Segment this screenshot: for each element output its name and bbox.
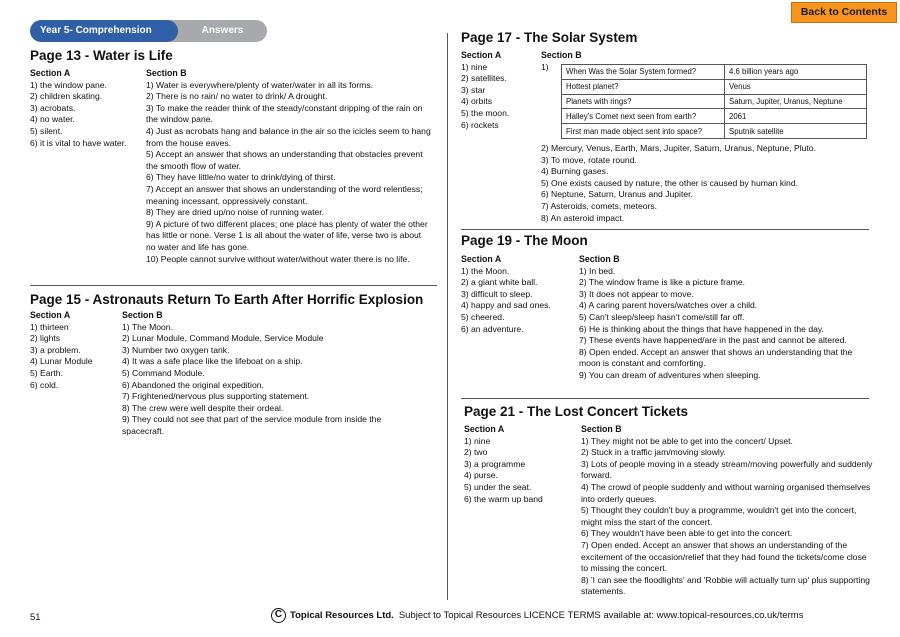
section-a-list xyxy=(30,322,122,392)
answer-item: 1) In bed. xyxy=(579,265,616,276)
section-b-heading: Section B xyxy=(581,424,622,434)
answer-item: 3) To move, rotate round. xyxy=(541,154,637,165)
answer-item: 1) the window pane. xyxy=(30,79,107,90)
answer-item: 7) These events have happened/are in the past and cannot be altered. xyxy=(579,335,847,346)
table-question-cell: Halley's Comet next seen from earth? xyxy=(562,109,725,124)
section-b-list xyxy=(579,266,871,382)
copyright-icon: C xyxy=(271,608,286,623)
table-question-cell: Planets with rings? xyxy=(562,94,725,109)
answer-item: 6) Neptune, Saturn, Uranus and Jupiter. xyxy=(541,189,693,200)
section-a-list xyxy=(30,80,146,150)
table-row xyxy=(562,94,867,109)
section-rule xyxy=(30,285,437,286)
tab-comprehension[interactable]: Year 5- Comprehension xyxy=(30,20,178,42)
answer-item: 4) purse. xyxy=(464,470,498,481)
answer-item: 5) the moon. xyxy=(461,107,510,118)
page17-title: Page 17 - The Solar System xyxy=(461,30,638,45)
answer-item: 3) It does not appear to move. xyxy=(579,288,694,299)
section-b-list xyxy=(146,80,433,266)
answer-item: 4) The crowd of people suddenly and without warning organised themselves into orderly queues. xyxy=(581,481,871,504)
table-row xyxy=(562,65,867,80)
section-a-heading: Section A xyxy=(30,68,71,78)
page21-title-block xyxy=(464,404,688,420)
answer-item: 7) Open ended. Accept an answer that shows an understanding of the excitement of the occasion/relief that they had found the tickets/come close to missing the concert. xyxy=(581,539,867,574)
answer-item: 9) You can dream of adventures when sleeping. xyxy=(579,369,761,380)
section-b-list xyxy=(541,143,871,224)
table-answer-cell: 4.6 billion years ago xyxy=(725,65,867,80)
answer-item: 8) An asteroid impact. xyxy=(541,212,625,223)
table-row xyxy=(562,79,867,94)
page21-section-a xyxy=(464,424,581,505)
page-number: 51 xyxy=(30,612,41,623)
column-divider xyxy=(447,33,448,600)
answer-item: 6) an adventure. xyxy=(461,323,524,334)
answer-item: 1) the Moon. xyxy=(461,265,510,276)
tab-answers[interactable]: Answers xyxy=(201,25,244,36)
answer-item: 10) People cannot survive without water/without water there is no life. xyxy=(146,253,410,264)
page15-section-a xyxy=(30,310,122,391)
answer-item: 5) Earth. xyxy=(30,367,63,378)
section-b-list xyxy=(122,322,422,438)
answer-item: 1) The Moon. xyxy=(122,321,173,332)
answer-item: 8) They are dried up/no noise of running water. xyxy=(146,207,325,218)
solar-system-table xyxy=(561,64,867,139)
answer-item: 4) Lunar Module xyxy=(30,356,93,367)
page13-title-block xyxy=(30,48,173,64)
table-question-cell: First man made object sent into space? xyxy=(562,124,725,139)
answer-item: 3) difficult to sleep. xyxy=(461,288,533,299)
section-a-heading: Section A xyxy=(30,310,71,320)
answer-item: 5) under the seat. xyxy=(464,481,532,492)
answer-item: 9) They could not see that part of the service module from inside the spacecraft. xyxy=(122,414,382,436)
answer-item: 1) thirteen xyxy=(30,321,69,332)
table-question-cell: When Was the Solar System formed? xyxy=(562,65,725,80)
page13-section-b xyxy=(146,68,433,265)
page21-title: Page 21 - The Lost Concert Tickets xyxy=(464,404,689,419)
answer-item: 8) 'I can see the floodlights' and 'Robbie will actually turn up' plus supporting statements. xyxy=(581,574,870,597)
answer-item: 6) They wouldn't have been able to get into the concert. xyxy=(581,528,793,539)
section-b-heading: Section B xyxy=(579,254,620,264)
answer-item: 4) orbits xyxy=(461,96,493,107)
page17-section-a xyxy=(461,50,541,131)
nav-tabs xyxy=(30,20,267,42)
page17-title-block xyxy=(461,30,637,46)
answer-item: 6) He is thinking about the things that have happened in the day. xyxy=(579,323,824,334)
page15-title: Page 15 - Astronauts Return To Earth After Horrific Explosion xyxy=(30,292,424,307)
table-answer-cell: Saturn, Jupiter, Uranus, Neptune xyxy=(725,94,867,109)
answer-item: 3) a programme xyxy=(464,458,526,469)
section-b-heading: Section B xyxy=(541,50,582,60)
answer-item: 3) Lots of people moving in a steady stream/moving powerfully and suddenly forward. xyxy=(581,458,873,481)
answer-item: 3) To make the reader think of the steady/constant dripping of the rain on the window pane. xyxy=(146,102,423,125)
answer-item: 8) The crew were well despite their ordeal. xyxy=(122,402,284,413)
answer-item: 6) rockets xyxy=(461,119,499,130)
section-b-heading: Section B xyxy=(122,310,163,320)
page19-section-a xyxy=(461,254,579,335)
answer-item: 2) lights xyxy=(30,333,61,344)
table-answer-cell: Venus xyxy=(725,79,867,94)
answer-item: 3) star xyxy=(461,84,486,95)
answer-item: 7) Frightened/nervous plus supporting statement. xyxy=(122,391,310,402)
answer-item: 4) It was a safe place like the lifeboat on a ship. xyxy=(122,356,303,367)
section-a-heading: Section A xyxy=(461,254,502,264)
page19-title-block xyxy=(461,233,588,249)
page13-section-a xyxy=(30,68,146,149)
answer-item: 4) no water. xyxy=(30,114,75,125)
answer-item: 5) Thought they couldn't buy a programme, wouldn't get into the concert, might miss the start of the concert. xyxy=(581,505,857,527)
table-question-cell: Hottest planet? xyxy=(562,79,725,94)
answer-item: 1) nine xyxy=(461,61,488,72)
answer-item: 6) cold. xyxy=(30,379,59,390)
answer-item: 2) satellites. xyxy=(461,73,507,84)
solar-system-table-body xyxy=(562,65,867,139)
answer-item: 8) Open ended. Accept an answer that shows an understanding that the moon is constant and comforting. xyxy=(579,346,853,369)
page17-section-b-rest xyxy=(541,143,871,224)
section-rule xyxy=(461,398,869,399)
answer-item: 2) Stuck in a traffic jam/moving slowly. xyxy=(581,447,726,458)
answer-item: 9) A picture of two different places; one place has plenty of water the other has little or none. Verse 1 is all about the water of life, verse two is about no water and life has gone. xyxy=(146,218,428,252)
section-a-list xyxy=(461,266,579,336)
answer-item: 3) a problem. xyxy=(30,344,81,355)
answer-item: 2) children skating. xyxy=(30,91,103,102)
section-a-list xyxy=(464,436,581,506)
answer-item: 3) acrobats. xyxy=(30,102,76,113)
answer-item: 2) The window frame is like a picture frame. xyxy=(579,277,746,288)
page15-title-block xyxy=(30,292,423,308)
table-marker: 1) xyxy=(541,61,549,72)
answer-item: 2) There is no rain/ no water to drink/ A drought. xyxy=(146,91,328,102)
page19-title: Page 19 - The Moon xyxy=(461,233,588,248)
answer-item: 4) A caring parent hovers/watches over a child. xyxy=(579,300,758,311)
answer-item: 5) Command Module. xyxy=(122,367,205,378)
answer-item: 5) Can't sleep/sleep hasn't come/still far off. xyxy=(579,311,745,322)
answer-item: 6) the warm up band xyxy=(464,493,543,504)
answer-item: 3) Number two oxygen tank. xyxy=(122,344,230,355)
answer-item: 1) nine xyxy=(464,435,491,446)
page13-title: Page 13 - Water is Life xyxy=(30,48,173,63)
answer-item: 6) Abandoned the original expedition. xyxy=(122,379,264,390)
footer-company: Topical Resources Ltd. xyxy=(290,610,394,621)
answer-item: 6) They have little/no water to drink/dying of thirst. xyxy=(146,172,336,183)
footer-licence xyxy=(271,608,803,623)
table-row xyxy=(562,124,867,139)
answer-item: 4) Burning gases. xyxy=(541,166,609,177)
section-a-heading: Section A xyxy=(461,50,502,60)
answer-item: 5) Accept an answer that shows an understanding that obstacles prevent the smooth flow of water. xyxy=(146,149,423,171)
answer-item: 7) Accept an answer that shows an understanding of the word relentless; meaning incessant, oppressively constant. xyxy=(146,183,423,206)
answer-item: 5) cheered. xyxy=(461,311,505,322)
table-answer-cell: 2061 xyxy=(725,109,867,124)
answer-item: 5) One exists caused by nature, the other is caused by human kind. xyxy=(541,177,799,188)
table-answer-cell: Sputnik satellite xyxy=(725,124,867,139)
answer-item: 2) two xyxy=(464,447,488,458)
answer-item: 4) Just as acrobats hang and balance in the air so the icicles seem to hang from the house eaves. xyxy=(146,125,431,148)
section-a-heading: Section A xyxy=(464,424,505,434)
section-b-heading: Section B xyxy=(146,68,187,78)
answer-item: 5) silent. xyxy=(30,125,63,136)
answer-item: 7) Asteroids, comets, meteors. xyxy=(541,200,658,211)
answer-item: 1) Water is everywhere/plenty of water/water in all its forms. xyxy=(146,79,374,90)
section-a-list xyxy=(461,62,541,132)
section-rule xyxy=(461,229,869,230)
section-b-list xyxy=(581,436,873,598)
table-row xyxy=(562,109,867,124)
page21-section-b xyxy=(581,424,873,598)
answer-item: 2) Mercury, Venus, Earth, Mars, Jupiter, Saturn, Uranus, Neptune, Pluto. xyxy=(541,143,816,153)
page15-section-b xyxy=(122,310,422,438)
answer-item: 4) happy and sad ones. xyxy=(461,300,551,311)
back-to-contents-button[interactable]: Back to Contents xyxy=(791,2,897,23)
answer-item: 2) Lunar Module, Command Module, Service Module xyxy=(122,333,324,344)
footer-licence-text: Subject to Topical Resources LICENCE TERMS available at: www.topical-resources.co.uk/terms xyxy=(398,610,804,621)
answer-item: 1) They might not be able to get into the concert/ Upset. xyxy=(581,435,793,446)
answer-item: 2) a giant white ball. xyxy=(461,277,538,288)
answer-item: 6) it is vital to have water. xyxy=(30,137,127,148)
page19-section-b xyxy=(579,254,871,382)
